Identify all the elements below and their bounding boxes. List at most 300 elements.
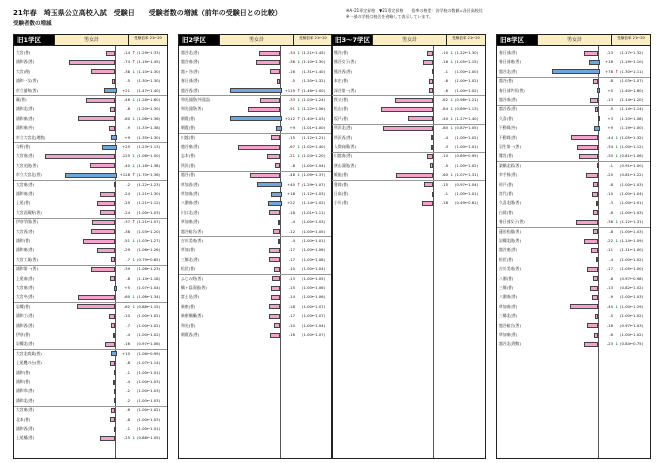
panel-title: 旧2学区 — [179, 35, 219, 45]
school-row — [14, 171, 168, 179]
change-bar — [274, 267, 280, 272]
change-value: -4 — [126, 332, 130, 337]
ratio-text: (1.00←1.02) — [620, 256, 644, 262]
change-value: -16 — [123, 341, 130, 347]
ratio-text: (1.19←1.10) — [620, 59, 644, 65]
change-bar — [577, 145, 598, 150]
ratio-text: (1.40←1.60) — [620, 87, 644, 93]
ratio-text: (1.35←1.30) — [137, 134, 161, 140]
school-name: 春日部共栄(普) — [499, 87, 525, 93]
school-row — [497, 49, 651, 57]
change-value: -7 — [126, 322, 130, 328]
school-name: 浦和一女(普) — [16, 78, 38, 84]
school-row — [14, 350, 168, 358]
change-value: -80 — [441, 125, 448, 131]
ratio-text: (1.00←1.04) — [302, 322, 326, 328]
school-row — [14, 228, 168, 236]
trend-arrow-icon: ↓ — [297, 153, 301, 159]
school-row — [497, 171, 651, 179]
school-row — [14, 284, 168, 292]
column-label-total: 男女計 — [372, 35, 446, 45]
school-name: 越谷北(理数) — [499, 341, 521, 347]
change-bar — [111, 135, 117, 140]
school-name: 浦和東(外) — [16, 125, 35, 131]
school-name: 草加(普) — [181, 247, 196, 253]
trend-arrow-icon: ↓ — [132, 294, 136, 300]
change-bar — [423, 60, 433, 65]
change-bar — [271, 286, 280, 291]
change-bar — [593, 210, 598, 215]
ratio-text: (1.00←1.03) — [137, 397, 161, 403]
school-row — [179, 322, 333, 330]
column-label-total: 男女計 — [537, 35, 611, 45]
trend-arrow-icon: ↓ — [450, 106, 454, 112]
school-name: 大宮工業(普) — [16, 256, 38, 262]
school-name: 秩父(普) — [334, 97, 349, 102]
ratio-text: (0.49←0.61) — [455, 200, 479, 206]
ratio-text: (1.19←1.45) — [137, 59, 161, 65]
ratio-text: (1.00←1.07) — [302, 303, 326, 309]
change-value: -60 — [441, 172, 448, 178]
school-row — [179, 162, 333, 170]
school-row — [332, 124, 486, 132]
trend-arrow-icon: ↓ — [132, 68, 136, 74]
trend-arrow-icon: ↑ — [297, 181, 301, 187]
ratio-text: (1.27←1.40) — [455, 115, 479, 121]
change-value: -45 — [606, 303, 613, 309]
school-name: 大宮北商業(普) — [16, 350, 42, 356]
school-row — [497, 68, 651, 76]
change-value: -4 — [444, 134, 448, 140]
change-bar — [106, 51, 115, 56]
trend-arrow-icon: ↑ — [615, 68, 619, 74]
change-value: -4 — [291, 219, 295, 225]
ratio-text: (1.00←1.01) — [620, 200, 644, 206]
school-name: 浦和市(普) — [16, 388, 35, 394]
page-title: 21年春 埼玉県公立高校入試 受験日 受験者数の増減（前年の受験日との比較） — [13, 9, 282, 17]
change-value: -1 — [444, 191, 448, 196]
ratio-text: (1.00←1.05) — [302, 275, 326, 281]
school-name: 吉川美南(普) — [181, 238, 203, 243]
school-name: 入間向陽(普) — [334, 144, 356, 149]
school-row — [14, 406, 168, 414]
change-bar — [278, 220, 280, 225]
change-value: -10 — [123, 313, 130, 319]
change-bar — [430, 163, 433, 168]
change-value: -8 — [609, 209, 613, 215]
school-row — [497, 152, 651, 160]
school-name: 宮代(普) — [499, 191, 514, 196]
school-name: 栗橋北彩(普) — [499, 162, 521, 168]
trend-arrow-icon: ↓ — [615, 134, 619, 140]
school-name: 越谷東(普) — [499, 247, 518, 253]
change-value: -17 — [288, 256, 295, 262]
ratio-text: (0.84←0.75) — [620, 341, 644, 347]
school-name: 豊岡(普) — [334, 181, 349, 187]
school-name: 大宮光陵(普) — [16, 162, 38, 168]
trend-arrow-icon: ↓ — [132, 97, 136, 102]
school-name: 上尾(普) — [16, 200, 31, 206]
trend-arrow-icon: ↓ — [297, 172, 301, 178]
ratio-text: (1.05←1.32) — [620, 134, 644, 140]
school-row — [332, 143, 486, 151]
change-bar — [92, 220, 115, 225]
change-bar — [395, 98, 433, 103]
ratio-text: (1.00←1.01) — [455, 191, 479, 196]
school-name: 浦和北(普) — [16, 106, 35, 112]
ratio-text: (0.96←1.21) — [455, 97, 479, 102]
school-name: 越谷西(普) — [499, 106, 518, 112]
ratio-text: (1.00←1.01) — [302, 238, 326, 243]
trend-arrow-icon: ↓ — [297, 97, 301, 102]
change-bar — [429, 88, 433, 93]
change-value: -1 — [444, 68, 448, 74]
school-row — [497, 265, 651, 273]
change-bar — [593, 182, 598, 187]
ratio-text: (1.00←1.02) — [620, 332, 644, 337]
school-name: 大宮中(普) — [16, 294, 35, 300]
change-bar — [592, 192, 598, 197]
ratio-text: (1.31←1.40) — [302, 68, 326, 74]
change-value: -22 — [606, 238, 613, 243]
ratio-text: (1.33←1.38) — [137, 125, 161, 131]
ratio-text: (1.00←1.07) — [302, 332, 326, 337]
change-bar — [230, 88, 282, 93]
school-name: 三郷北(普) — [499, 313, 518, 319]
ratio-text: (0.79←0.85) — [137, 256, 161, 262]
change-bar — [589, 60, 600, 65]
change-value: -48 — [288, 172, 295, 178]
change-bar — [110, 107, 115, 112]
school-row — [332, 199, 486, 207]
change-value: -23 — [606, 50, 613, 55]
change-bar — [105, 342, 115, 347]
school-row — [179, 218, 333, 226]
change-value: -8 — [609, 275, 613, 281]
school-row — [14, 49, 168, 57]
school-name: ふじみ野(普) — [181, 275, 203, 281]
trend-arrow-icon: ↓ — [450, 125, 454, 131]
ratio-text: (1.21←1.30) — [137, 191, 161, 196]
school-name: 熊谷女子(普) — [334, 59, 356, 65]
ratio-text: (1.23←1.13) — [137, 144, 161, 149]
school-name: 志木(普) — [181, 153, 196, 159]
school-name: 三郷(普) — [499, 285, 514, 290]
school-row — [497, 331, 651, 339]
change-bar — [584, 239, 598, 244]
school-name: 浦和第一(普) — [16, 266, 38, 272]
school-row — [497, 162, 651, 170]
change-bar — [100, 210, 115, 215]
change-value: +10 — [121, 350, 130, 356]
change-bar — [91, 69, 115, 74]
change-value: -74 — [123, 59, 130, 65]
ratio-text: (1.00←1.07) — [302, 313, 326, 319]
trend-arrow-icon: ↑ — [297, 115, 301, 121]
change-bar — [250, 173, 280, 178]
change-bar — [267, 154, 280, 159]
change-value: -37 — [123, 219, 130, 225]
ratio-text: (1.07←1.14) — [137, 360, 161, 366]
school-row — [497, 105, 651, 113]
change-bar — [269, 210, 280, 215]
change-bar — [268, 201, 282, 206]
column-label-total: 男女計 — [54, 35, 128, 45]
change-value: -30 — [606, 153, 613, 159]
school-name: 上尾橘(普) — [16, 435, 35, 441]
ratio-text: (1.17←1.32) — [620, 50, 644, 55]
change-value: -18 — [288, 209, 295, 215]
school-name: 杉戸(普) — [499, 181, 514, 187]
change-bar — [109, 126, 115, 131]
ratio-text: (1.00←1.06) — [302, 247, 326, 253]
school-row — [14, 77, 168, 85]
change-value: -15 — [441, 181, 448, 187]
change-value: -3 — [609, 200, 613, 206]
change-bar — [109, 314, 115, 319]
change-value: +119 — [284, 87, 295, 93]
school-row — [497, 284, 651, 292]
ratio-text: (1.00←1.01) — [455, 144, 479, 149]
ratio-text: (1.22←1.56) — [302, 106, 326, 112]
ratio-text: (1.05←1.00) — [620, 266, 644, 272]
change-bar — [579, 154, 598, 159]
ratio-text: (1.14←1.14) — [620, 106, 644, 112]
school-name: 大宮(理) — [16, 68, 31, 74]
ratio-text: (1.00←1.02) — [137, 332, 161, 337]
change-bar — [590, 98, 598, 103]
school-row — [497, 96, 651, 104]
trend-arrow-icon: ↓ — [450, 97, 454, 102]
school-row — [14, 340, 168, 348]
ratio-text: (1.12←1.03) — [302, 191, 326, 196]
school-row — [332, 162, 486, 170]
school-row — [14, 105, 168, 113]
trend-arrow-icon: ↓ — [615, 303, 619, 309]
note-line: ※A･21専定昇格 ▼21専定昇格 倍率の格差：各学校の数値=各区高校比 — [346, 8, 483, 13]
school-name: 本庄(普) — [334, 78, 349, 84]
change-value: -17 — [288, 313, 295, 319]
column-label-ratio: 受験倍率 21←20 — [293, 35, 332, 45]
school-name: 伊奈学園(普) — [16, 219, 38, 225]
school-row — [332, 181, 486, 189]
column-label-total: 男女計 — [219, 35, 293, 45]
ratio-text: (0.91←1.00) — [620, 162, 644, 168]
change-bar — [271, 295, 280, 300]
change-bar — [111, 257, 115, 262]
school-name: 市立大宮北(普) — [16, 172, 42, 178]
school-name: 岩槻北(普) — [16, 341, 35, 347]
change-bar — [427, 154, 433, 159]
ratio-text: (0.88←1.15) — [137, 303, 161, 309]
school-row — [332, 49, 486, 57]
school-name: 浦和(普) — [16, 369, 31, 375]
change-value: -51 — [288, 106, 295, 112]
change-value: -10 — [441, 153, 448, 159]
school-name: 小川(普) — [334, 200, 349, 206]
school-row — [332, 96, 486, 104]
panel-body — [179, 46, 332, 458]
school-row — [497, 322, 651, 330]
school-row — [14, 322, 168, 330]
change-bar — [78, 116, 115, 121]
school-row — [497, 237, 651, 245]
school-name: 浦和(普) — [16, 379, 31, 384]
school-name: 大宮南(普) — [16, 153, 35, 159]
panel-header — [332, 35, 485, 46]
ratio-text: (0.81←1.06) — [620, 153, 644, 159]
school-name: 松山(普) — [334, 106, 349, 112]
change-value: -8 — [609, 78, 613, 84]
school-name: 鶴ヶ島清風(普) — [181, 285, 207, 290]
change-bar — [100, 436, 116, 441]
ratio-text: (1.00←1.01) — [137, 369, 161, 375]
change-bar — [276, 126, 282, 131]
panel-title: 旧8学区 — [497, 35, 537, 45]
trend-arrow-icon: ↓ — [450, 115, 454, 121]
district-panel — [13, 34, 168, 459]
change-value: -24 — [123, 209, 130, 215]
change-value: -17 — [288, 247, 295, 253]
ratio-text: (1.08←1.36) — [137, 115, 161, 121]
ratio-text: (1.14←1.02) — [302, 200, 326, 206]
school-name: 越谷東(普) — [181, 144, 200, 149]
school-name: 浦和西(普) — [16, 426, 35, 431]
change-value: -38 — [123, 228, 130, 234]
school-row — [14, 265, 168, 273]
ratio-text: (1.47←1.40) — [137, 87, 161, 93]
ratio-text: (0.97←1.06) — [137, 341, 161, 347]
school-name: 和光国際(普) — [181, 106, 203, 112]
ratio-text: (1.00←1.04) — [302, 266, 326, 272]
change-value: -5 — [291, 78, 295, 84]
ratio-text: (1.00←1.03) — [137, 416, 161, 422]
school-row — [497, 181, 651, 189]
school-row — [497, 199, 651, 207]
change-value: -13 — [606, 285, 613, 290]
school-row — [497, 256, 651, 264]
school-name: 八潮南(普) — [181, 200, 200, 206]
change-bar — [269, 304, 280, 309]
change-bar — [248, 107, 280, 112]
school-name: 大宮東(普) — [16, 407, 35, 413]
change-value: -16 — [288, 68, 295, 74]
school-row — [179, 312, 333, 320]
ratio-text: (1.00←1.02) — [137, 313, 161, 319]
change-bar — [576, 220, 598, 225]
school-row — [14, 387, 168, 395]
school-name: 所沢北(普) — [334, 125, 353, 131]
change-bar — [597, 88, 600, 93]
school-row — [179, 77, 333, 85]
school-row — [14, 68, 168, 76]
change-bar — [587, 323, 598, 328]
school-row — [14, 416, 168, 424]
school-name: 八潮(普) — [499, 275, 514, 281]
change-bar — [584, 51, 598, 56]
school-name: 伊奈(普) — [16, 332, 31, 337]
change-value: -34 — [606, 144, 613, 149]
trend-arrow-icon: ↓ — [615, 219, 619, 225]
school-name: 八潮南(普) — [499, 294, 518, 300]
trend-arrow-icon: ↓ — [615, 341, 619, 347]
school-row — [497, 275, 651, 283]
school-row — [14, 152, 168, 160]
school-row — [497, 87, 651, 95]
change-bar — [427, 51, 433, 56]
change-value: -38 — [288, 59, 295, 65]
ratio-text: (1.30←1.30) — [137, 78, 161, 84]
school-name: 和光(普) — [181, 322, 196, 328]
change-bar — [594, 333, 598, 338]
ratio-text: (1.00←1.02) — [455, 87, 479, 93]
school-name: 草加南(普) — [499, 303, 518, 309]
change-value: -8 — [126, 360, 130, 366]
change-value: -2 — [126, 181, 130, 187]
school-name: 春日部(普) — [181, 78, 200, 84]
change-value: -29 — [123, 200, 130, 206]
change-bar — [593, 229, 598, 234]
ratio-text: (1.18←1.38) — [137, 162, 161, 168]
change-value: -4 — [291, 238, 295, 243]
change-bar — [597, 163, 599, 168]
change-value: -6 — [444, 78, 448, 84]
school-row — [497, 246, 651, 254]
change-bar — [424, 182, 433, 187]
change-bar — [277, 79, 280, 84]
change-value: -14 — [123, 50, 130, 55]
school-name: 北本(普) — [16, 416, 31, 422]
change-value: +112 — [284, 115, 295, 121]
school-row — [14, 275, 168, 283]
ratio-text: (1.28←1.60) — [137, 97, 161, 102]
school-row — [179, 256, 333, 264]
ratio-text: (1.04←1.24) — [302, 97, 326, 102]
school-name: 鷲宮(普) — [499, 153, 514, 159]
ratio-text: (1.14←1.09) — [620, 238, 644, 243]
change-bar — [230, 116, 282, 121]
change-value: -11 — [606, 247, 613, 253]
ratio-text: (1.09←1.37) — [302, 172, 326, 178]
trend-arrow-icon: ↓ — [132, 238, 136, 243]
school-name: 越谷総合(普) — [499, 322, 521, 328]
change-value: +9 — [289, 125, 295, 131]
change-value: -125 — [121, 153, 130, 159]
change-value: -10 — [288, 266, 295, 272]
change-value: -84 — [441, 106, 448, 112]
change-value: -1 — [126, 369, 130, 375]
change-value: -36 — [606, 219, 613, 225]
ratio-text: (1.00←1.03) — [620, 294, 644, 300]
ratio-text: (1.10←1.30) — [137, 68, 161, 74]
change-bar — [257, 182, 282, 187]
change-bar — [571, 135, 598, 140]
school-row — [497, 209, 651, 217]
change-bar — [595, 314, 598, 319]
trend-arrow-icon: ↓ — [615, 144, 619, 149]
school-name: 浦和工(普) — [16, 313, 35, 319]
school-row — [497, 228, 651, 236]
ratio-text: (1.07←1.04) — [137, 285, 161, 290]
ratio-text: (1.00←1.00) — [455, 68, 479, 74]
change-value: +5 — [124, 285, 130, 290]
trend-arrow-icon: ↑ — [297, 87, 301, 93]
change-bar — [238, 145, 280, 150]
change-bar — [45, 154, 115, 159]
change-bar — [111, 408, 115, 413]
change-value: -60 — [123, 294, 130, 300]
change-value: -13 — [606, 97, 613, 102]
